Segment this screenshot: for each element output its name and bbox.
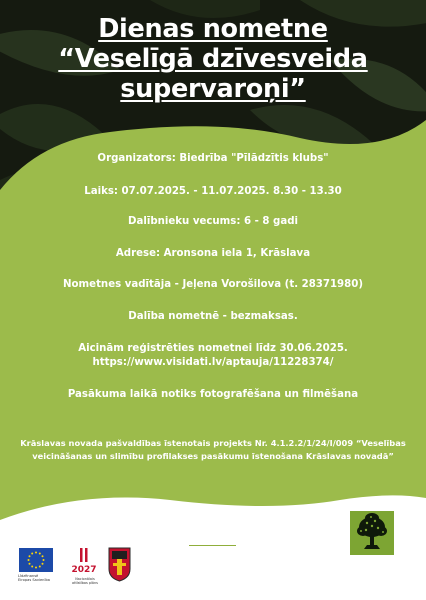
organizers-text: Organizators: Biedrība "Pīlādzītis klubs" bbox=[97, 153, 329, 164]
poster-title bbox=[0, 14, 426, 104]
project-note-line-2: veicināšanas un slimību profilakses pasākumu īstenošana Krāslavas novadā” bbox=[32, 450, 394, 461]
eu-caption-line-2: Eiropas Savienība bbox=[18, 578, 50, 582]
register-text: Aicinām reģistrēties nometnei līdz 30.06.2025. bbox=[78, 343, 348, 354]
title-line-2: “Veselīgā dzīvesveida bbox=[58, 44, 368, 74]
title-line-3: supervaroņi” bbox=[120, 74, 306, 104]
address-text: Adrese: Aronsona iela 1, Krāslava bbox=[115, 248, 311, 259]
eu-logo-caption bbox=[18, 574, 58, 582]
nap-caption-line-1: Nacionālais bbox=[75, 577, 95, 581]
register-link[interactable]: https://www.visidati.lv/aptauja/11228374/ bbox=[92, 357, 334, 368]
project-note-line-1: Krāslavas novada pašvaldības īstenotais projekts Nr. 4.1.2.2/1/24/I/009 “Veselības bbox=[20, 438, 406, 448]
nap-caption-line-2: attīstības plāns bbox=[72, 581, 98, 585]
photo-notice-text: Pasākuma laikā notiks fotografēšana un filmēšana bbox=[67, 389, 359, 400]
tree-club-logo-icon bbox=[350, 511, 394, 555]
project-note bbox=[18, 437, 408, 462]
nap-logo-caption bbox=[65, 577, 105, 585]
leader-text: Nometnes vadītāja - Jeļena Vorošilova (t. 28371980) bbox=[63, 279, 363, 290]
divider-line bbox=[189, 545, 236, 546]
fee-text: Dalība nometnē - bezmaksas. bbox=[128, 311, 298, 322]
age-text: Dalībnieku vecums: 6 - 8 gadi bbox=[128, 216, 298, 227]
time-text: Laiks: 07.07.2025. - 11.07.2025. 8.30 - 13.30 bbox=[84, 186, 342, 197]
eu-caption-line-1: Līdzfinansē bbox=[18, 574, 39, 578]
title-line-1: Dienas nometne bbox=[98, 14, 328, 44]
eu-flag-icon bbox=[19, 548, 53, 572]
nap-year-text: 2027 bbox=[71, 565, 97, 575]
kraslava-coat-of-arms-icon bbox=[108, 547, 131, 582]
